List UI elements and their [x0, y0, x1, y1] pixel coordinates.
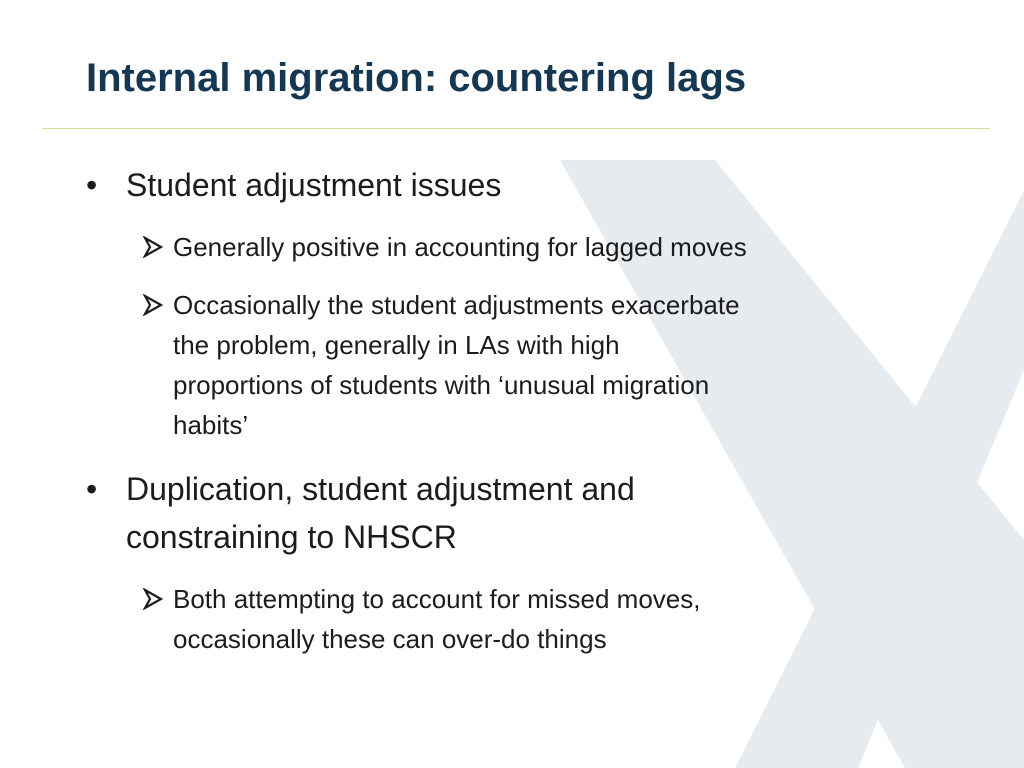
arrowhead-bullet-icon	[143, 285, 165, 325]
title-divider	[42, 128, 990, 129]
subbullet-1-1-text: Generally positive in accounting for lagged moves	[173, 232, 747, 262]
bullet-2-line-2: constraining to NHSCR	[126, 519, 457, 555]
subbullet-2-1-line-1: Both attempting to account for missed moves,	[173, 584, 701, 614]
bullet-1-text: Student adjustment issues	[126, 167, 502, 203]
subbullet-1-2-line-4: habits’	[173, 410, 249, 440]
subbullet-1-2-line-3: proportions of students with ‘unusual migration	[173, 370, 710, 400]
arrowhead-bullet-icon	[143, 579, 165, 619]
arrowhead-bullet-icon	[143, 227, 165, 267]
bullet-2-line-1: Duplication, student adjustment and	[126, 471, 635, 507]
bullet-dot-icon: •	[86, 167, 98, 203]
subbullet-2-1-line-2: occasionally these can over-do things	[173, 624, 607, 654]
subbullet-1-2-line-2: the problem, generally in LAs with high	[173, 330, 620, 360]
bullet-dot-icon: •	[86, 471, 98, 507]
slide-title: Internal migration: countering lags	[86, 56, 747, 100]
subbullet-1-2-line-1: Occasionally the student adjustments exacerbate	[173, 290, 740, 320]
